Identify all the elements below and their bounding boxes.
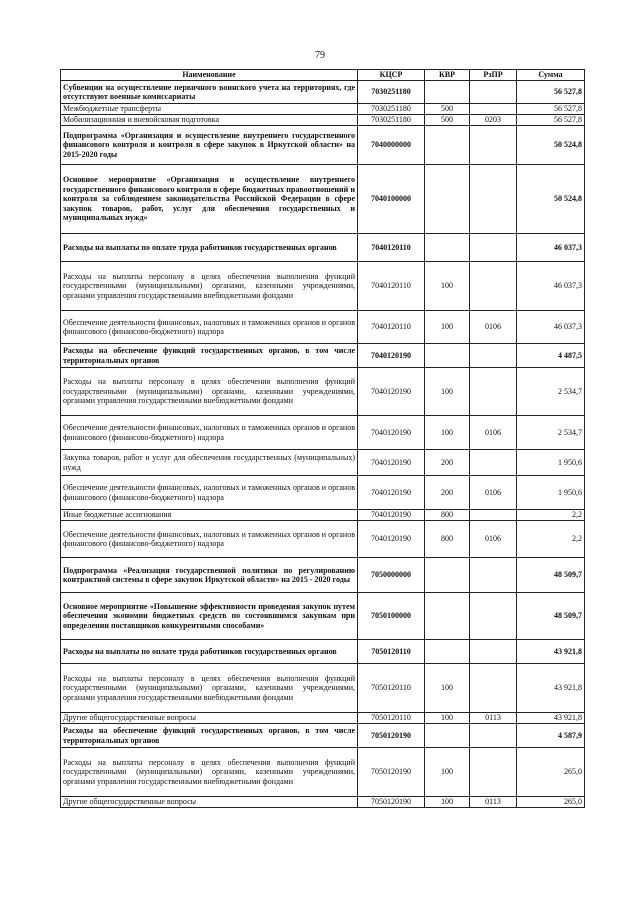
row-kvr: 200 [425,450,470,476]
row-name: Другие общегосударственные вопросы [61,713,358,724]
row-rzpr: 0106 [470,416,517,450]
row-name: Обеспечение деятельности финансовых, налоговых и таможенных органов и органов финансового (финансово-бюджетного) надзора [61,416,358,450]
row-sum: 1 950,6 [517,450,585,476]
row-kvr: 200 [425,476,470,510]
table-row [61,593,585,640]
header-kvr: КВР [425,70,470,81]
row-kcsr: 7040100000 [358,165,425,234]
row-kcsr: 7050120110 [358,640,425,664]
row-rzpr [470,165,517,234]
row-rzpr [470,104,517,115]
row-sum: 46 037,3 [517,234,585,262]
row-kcsr: 7040120190 [358,416,425,450]
row-kvr: 100 [425,797,470,808]
table-row [61,165,585,234]
row-kvr: 100 [425,713,470,724]
row-kvr: 100 [425,368,470,416]
row-name: Расходы на выплаты персоналу в целях обеспечения выполнения функций государственными (муниципальными) органами, казенными учреждениями, органами управления государственными внебюджетными фондами [61,664,358,713]
row-sum: 56 527,8 [517,115,585,126]
row-kvr: 100 [425,748,470,797]
table-row [61,797,585,808]
row-kvr [425,640,470,664]
row-kvr [425,165,470,234]
table-body [61,81,585,808]
row-kvr [425,558,470,593]
row-rzpr [470,81,517,104]
row-sum: 1 950,6 [517,476,585,510]
table-row [61,640,585,664]
row-name: Обеспечение деятельности финансовых, налоговых и таможенных органов и органов финансового (финансово-бюджетного) надзора [61,521,358,558]
table-row [61,748,585,797]
table-row [61,126,585,165]
table-row [61,713,585,724]
row-name: Расходы на обеспечение функций государственных органов, в том числе территориальных органов [61,344,358,368]
row-name: Основное мероприятие «Повышение эффективности проведения закупок путем обеспечения экономии бюджетных средств по состоявшимся закупкам при определении поставщиков конкурентными способами» [61,593,358,640]
table-row [61,558,585,593]
table-row [61,344,585,368]
row-sum: 43 921,8 [517,640,585,664]
row-rzpr: 0106 [470,476,517,510]
row-name: Обеспечение деятельности финансовых, налоговых и таможенных органов и органов финансового (финансово-бюджетного) надзора [61,311,358,344]
row-sum: 265,0 [517,797,585,808]
row-kcsr: 7050120190 [358,797,425,808]
row-rzpr [470,640,517,664]
row-rzpr [470,593,517,640]
row-rzpr [470,368,517,416]
row-kcsr: 7050100000 [358,593,425,640]
row-name: Расходы на обеспечение функций государственных органов, в том числе территориальных органов [61,724,358,748]
row-kvr [425,126,470,165]
row-sum: 2,2 [517,521,585,558]
row-sum: 56 527,8 [517,81,585,104]
table-row [61,724,585,748]
row-kvr: 500 [425,115,470,126]
row-kcsr: 7050120190 [358,748,425,797]
row-kcsr: 7040120190 [358,510,425,521]
row-kvr: 800 [425,510,470,521]
table-row [61,81,585,104]
row-kcsr: 7030251180 [358,81,425,104]
row-sum: 265,0 [517,748,585,797]
row-rzpr [470,558,517,593]
row-sum: 56 527,8 [517,104,585,115]
table-row [61,311,585,344]
row-kvr [425,344,470,368]
row-sum: 4 487,5 [517,344,585,368]
table-row [61,234,585,262]
row-kcsr: 7040000000 [358,126,425,165]
row-sum: 43 921,8 [517,713,585,724]
row-kcsr: 7050120110 [358,664,425,713]
table-row [61,262,585,311]
row-rzpr: 0203 [470,115,517,126]
row-name: Расходы на выплаты по оплате труда работников государственных органов [61,234,358,262]
row-rzpr [470,724,517,748]
row-rzpr [470,664,517,713]
table-row [61,115,585,126]
row-name: Субвенции на осуществление первичного воинского учета на территориях, где отсутствуют военные комиссариаты [61,81,358,104]
row-rzpr [470,234,517,262]
row-name: Расходы на выплаты персоналу в целях обеспечения выполнения функций государственными (муниципальными) органами, казенными учреждениями, органами управления государственными внебюджетными фондами [61,262,358,311]
row-kvr [425,234,470,262]
table-row [61,510,585,521]
row-sum: 2,2 [517,510,585,521]
row-kcsr: 7050000000 [358,558,425,593]
header-kcsr: КЦСР [358,70,425,81]
header-rzpr: РзПР [470,70,517,81]
row-rzpr [470,126,517,165]
row-sum: 50 524,8 [517,165,585,234]
row-name: Подпрограмма «Реализация государственной политики по регулированию контрактной системы в сфере закупок Иркутской области» на 2015 - 2020 годы [61,558,358,593]
row-kcsr: 7040120190 [358,476,425,510]
budget-table [60,69,585,808]
row-sum: 46 037,3 [517,311,585,344]
row-kcsr: 7030251180 [358,104,425,115]
row-sum: 50 524,8 [517,126,585,165]
row-kcsr: 7040120110 [358,311,425,344]
row-rzpr: 0106 [470,311,517,344]
row-rzpr: 0106 [470,521,517,558]
row-kvr: 500 [425,104,470,115]
row-kcsr: 7040120190 [358,344,425,368]
header-sum: Сумма [517,70,585,81]
row-name: Расходы на выплаты персоналу в целях обеспечения выполнения функций государственными (муниципальными) органами, казенными учреждениями, органами управления государственными внебюджетными фондами [61,748,358,797]
row-name: Основное мероприятие «Организация и осуществление внутреннего государственного финансового контроля в сфере бюджетных правоотношений и контроля за соблюдением законодательства Российской Федерации в сфере закупок товаров, работ, услуг для обеспечения государственных и муниципальных нужд» [61,165,358,234]
row-kvr: 100 [425,262,470,311]
row-rzpr: 0113 [470,713,517,724]
row-kcsr: 7040120190 [358,521,425,558]
row-name: Подпрограмма «Организация и осуществление внутреннего государственного финансового контроля и контроля в сфере закупок в Иркутской области» на 2015-2020 годы [61,126,358,165]
row-rzpr [470,450,517,476]
row-name: Иные бюджетные ассигнования [61,510,358,521]
row-rzpr [470,510,517,521]
row-rzpr [470,748,517,797]
table-row [61,368,585,416]
row-sum: 48 509,7 [517,558,585,593]
row-kvr: 100 [425,311,470,344]
row-kcsr: 7040120110 [358,234,425,262]
row-sum: 48 509,7 [517,593,585,640]
table-row [61,416,585,450]
row-name: Расходы на выплаты по оплате труда работников государственных органов [61,640,358,664]
page-number: 79 [315,50,325,61]
table-header-row [61,70,585,81]
row-name: Другие общегосударственные вопросы [61,797,358,808]
table-row [61,450,585,476]
row-kvr [425,81,470,104]
row-name: Мобилизационная и вневойсковая подготовка [61,115,358,126]
row-sum: 2 534,7 [517,368,585,416]
row-kvr: 100 [425,416,470,450]
row-kcsr: 7040120110 [358,262,425,311]
row-rzpr [470,344,517,368]
row-name: Расходы на выплаты персоналу в целях обеспечения выполнения функций государственными (муниципальными) органами, казенными учреждениями, органами управления государственными внебюджетными фондами [61,368,358,416]
row-kcsr: 7040120190 [358,450,425,476]
row-kcsr: 7030251180 [358,115,425,126]
table-row [61,104,585,115]
row-name: Закупка товаров, работ и услуг для обеспечения государственных (муниципальных) нужд [61,450,358,476]
row-sum: 43 921,8 [517,664,585,713]
row-sum: 46 037,3 [517,262,585,311]
row-sum: 4 587,9 [517,724,585,748]
row-kvr: 100 [425,664,470,713]
row-rzpr: 0113 [470,797,517,808]
row-name: Обеспечение деятельности финансовых, налоговых и таможенных органов и органов финансового (финансово-бюджетного) надзора [61,476,358,510]
row-name: Межбюджетные трансферты [61,104,358,115]
header-name: Наименование [61,70,358,81]
row-sum: 2 534,7 [517,416,585,450]
table-row [61,476,585,510]
row-rzpr [470,262,517,311]
row-kvr [425,724,470,748]
table-row [61,521,585,558]
row-kvr: 800 [425,521,470,558]
row-kvr [425,593,470,640]
table-row [61,664,585,713]
row-kcsr: 7040120190 [358,368,425,416]
row-kcsr: 7050120110 [358,713,425,724]
row-kcsr: 7050120190 [358,724,425,748]
